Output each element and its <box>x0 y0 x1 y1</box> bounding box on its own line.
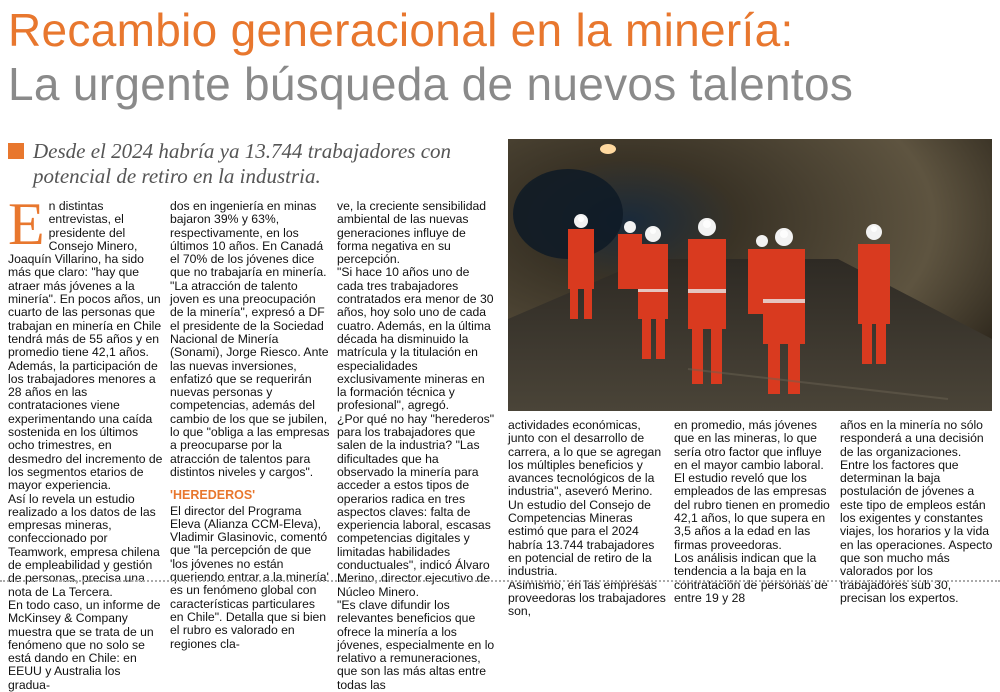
headline-line2: La urgente búsqueda de nuevos talentos <box>8 58 854 110</box>
dropcap: E <box>8 191 45 257</box>
cut-line <box>0 580 1000 582</box>
paragraph: "Es clave difundir los relevantes beneficios que ofrece la minería a los jóvenes, especialmente en lo relativo a remuneraciones, que son las más altas entre todas las <box>337 597 495 692</box>
paragraph: ¿Por qué no hay "herederos" para los trabajadores que salen de la industria? "Las dificultades que ha observado la minería para acceder a estos tipos de operarios radica en tres aspectos claves: falta de experiencia laboral, escasas competencias digitales y limitadas habilidades conductuales", indicó Álvaro Merino, director ejecutivo de Núcleo Minero. <box>337 411 495 599</box>
article-column-6 <box>840 419 996 605</box>
article-column-3 <box>337 200 497 692</box>
article-column-2 <box>170 200 330 651</box>
article-column-1 <box>8 191 163 692</box>
paragraph: ve, la creciente sensibilidad ambiental de las nuevas generaciones influye de forma negativa en su percepción. <box>337 199 487 267</box>
paragraph: Así lo revela un estudio realizado a los datos de las empresas mineras, confeccionado por Teamwork, empresa chilena de empleabilidad y gestión de personas, precisa una nota de La Tercera. <box>8 491 160 599</box>
headline-line1: Recambio generacional en la minería: <box>8 4 794 56</box>
section-heading: 'HEREDEROS' <box>170 488 256 503</box>
paragraph: El director del Programa Eleva (Alianza CCM-Eleva), Vladimir Glasinovic, comentó que "la percepción de que 'los jóvenes no están queriendo entrar a la minería' es un fenómeno global con características particulares en Chile". Detalla que si bien el rubro es valorado en regiones cla- <box>170 503 329 651</box>
mine-workers-photo <box>508 139 992 411</box>
paragraph: en promedio, más jóvenes que en las mineras, lo que sería otro factor que influye en el mayor cambio laboral. El estudio reveló que los empleados de las empresas del rubro tienen en promedio 42,1 años, lo que supera en 3,5 años a la edad en las firmas proveedoras. <box>674 418 830 552</box>
paragraph: Los análisis indican que la tendencia a la baja en la contratación de personas de entre 19 y 28 <box>674 550 828 605</box>
paragraph: Asimismo, en las empresas proveedoras los trabajadores son, <box>508 577 666 619</box>
paragraph: dos en ingeniería en minas bajaron 39% y 63%, respectivamente, en los últimos 10 años. En Canadá el 70% de los jóvenes dice que no trabajaría en minería. <box>170 199 327 280</box>
deck-subtitle: Desde el 2024 habría ya 13.744 trabajadores con potencial de retiro en la industria. <box>33 139 452 188</box>
paragraph: Además, la participación de los trabajadores menores a 28 años en las contrataciones viene experimentando una caída sostenida en los últimos ocho trimestres, en desmedro del incremento de los segmentos etarios de mayor experiencia. <box>8 358 163 493</box>
paragraph: En todo caso, un informe de McKinsey & Company muestra que se trata de un fenómeno que no solo se está dando en Chile: en EEUU y Australia los gradua- <box>8 597 161 692</box>
paragraph: "La atracción de talento joven es una preocupación de la minería", expresó a DF el presidente de la Sociedad Nacional de Minería (Sonami), Jorge Riesco. Ante las nuevas inversiones, enfatizó que se requerirán nuevas personas y competencias, además del cambio de los que se jubilen, lo que "obliga a las empresas a preocuparse por la atracción de talentos para distintos niveles y cargos". <box>170 278 330 479</box>
paragraph: "Si hace 10 años uno de cada tres trabajadores contratados era menor de 30 años, hoy solo uno de cada cuatro. Además, en la última década ha disminuido la matrícula y la titulación en especialidades exclusivamente mineras en la formación técnica y profesional", agregó. <box>337 265 494 413</box>
paragraph: actividades económicas, junto con el desarrollo de carrera, a lo que se agregan los múltiples beneficios y avances tecnológicos de la industria", aseveró Merino. <box>508 418 662 499</box>
article-column-5 <box>674 419 832 605</box>
article-column-4 <box>508 419 666 618</box>
paragraph: Entre los factores que determinan la baja postulación de jóvenes a este tipo de empleos están los exigentes y constantes viajes, los horarios y la vida en las operaciones. Aspecto que son mucho más valorados por los trabajadores sub 30, precisan los expertos. <box>840 457 993 605</box>
deck-marker <box>8 143 24 159</box>
paragraph: n distintas entrevistas, el presidente del Consejo Minero, Joaquín Villarino, ha sido más que claro: "hay que atraer más jóvenes a la minería". En pocos años, un cuarto de las personas que trabajan en minería en Chile tendrá más de 55 años y en promedio tiene 42,1 años. <box>8 199 162 360</box>
paragraph: años en la minería no sólo responderá a una decisión de las organizaciones. <box>840 418 984 459</box>
paragraph: Un estudio del Consejo de Competencias Mineras estimó que para el 2024 habría 13.744 trabajadores en potencial de retiro de la industria. <box>508 497 655 579</box>
